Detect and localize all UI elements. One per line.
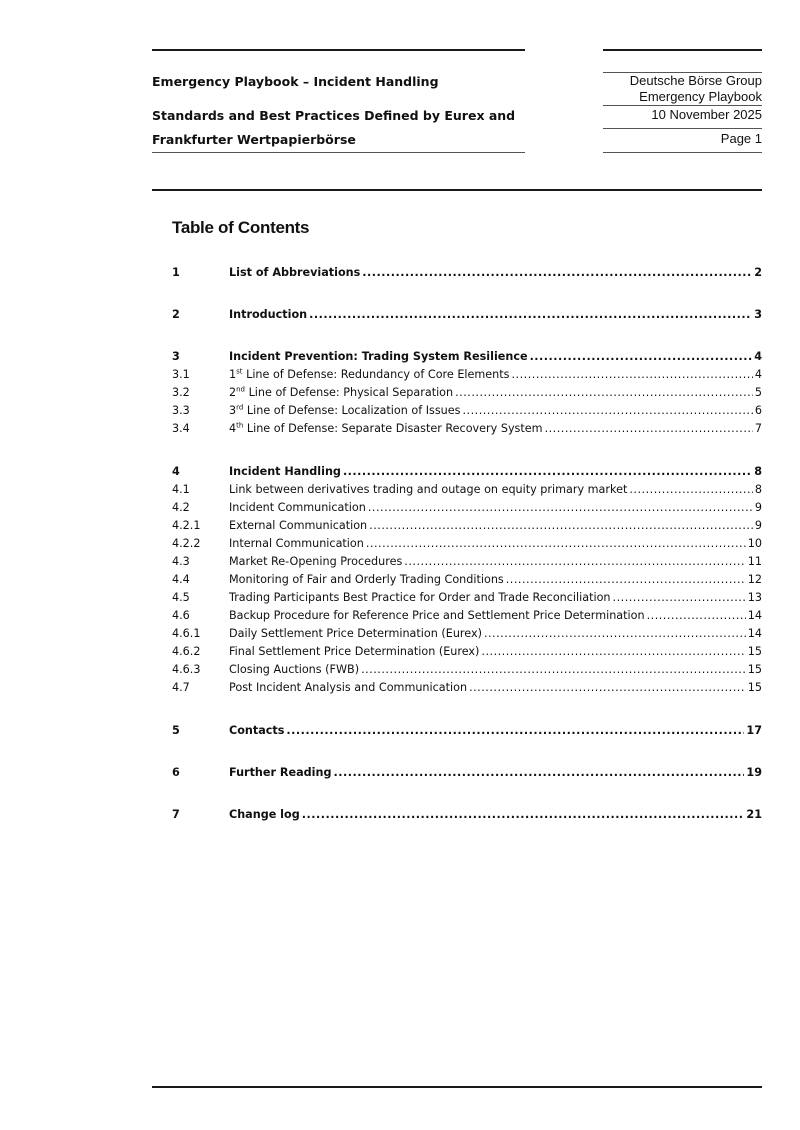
toc-entry-label: Daily Settlement Price Determination (Eurex) <box>229 627 482 640</box>
toc-dot-leader <box>404 555 745 568</box>
document-subtitle-line-2: Frankfurter Wertpapierbörse <box>152 132 356 147</box>
toc-entry-page: 17 <box>746 724 762 737</box>
toc-entry-page: 19 <box>746 766 762 779</box>
toc-entry-body <box>229 724 762 737</box>
toc-entry-body <box>229 573 762 586</box>
toc-entry-ordinal: 2 <box>229 386 237 399</box>
header-bottom-rule <box>152 189 762 191</box>
toc-dot-leader <box>333 766 744 779</box>
toc-entry-page: 5 <box>754 386 762 399</box>
toc-entry[interactable] <box>172 663 762 679</box>
toc-entry-body <box>229 465 762 478</box>
toc-entry-number: 3.2 <box>172 386 190 399</box>
toc-entry[interactable] <box>172 368 762 384</box>
toc-dot-leader <box>343 465 752 478</box>
toc-dot-leader <box>647 609 746 622</box>
page-number: Page 1 <box>720 131 762 146</box>
toc-entry-page: 10 <box>747 537 762 550</box>
toc-entry-label: Post Incident Analysis and Communication <box>229 681 468 694</box>
toc-entry-body <box>229 308 762 321</box>
toc-entry-page: 14 <box>747 609 762 622</box>
toc-entry-label: External Communication <box>229 519 368 532</box>
toc-entry-number: 3 <box>172 350 180 363</box>
company-name: Deutsche Börse Group <box>629 73 762 88</box>
toc-entry-body <box>229 645 762 658</box>
toc-entry-page: 12 <box>747 573 762 586</box>
toc-entry[interactable] <box>172 308 762 324</box>
toc-dot-leader <box>512 368 753 381</box>
toc-entry-label: Market Re-Opening Procedures <box>229 555 403 568</box>
toc-dot-leader <box>455 386 753 399</box>
toc-entry-label: Further Reading <box>229 766 332 779</box>
toc-entry-ordinal-suffix: nd <box>236 386 246 394</box>
toc-entry-ordinal-suffix: rd <box>236 404 244 412</box>
toc-entry-body <box>229 681 762 694</box>
toc-entry[interactable] <box>172 573 762 589</box>
toc-entry-label <box>229 368 510 381</box>
toc-entry-label: Backup Procedure for Reference Price and Settlement Price Determination <box>229 609 645 622</box>
toc-dot-leader <box>366 537 746 550</box>
toc-entry-label-text: Line of Defense: Redundancy of Core Elements <box>242 368 510 381</box>
toc-entry-label: Incident Handling <box>229 465 341 478</box>
header-right-line-4 <box>603 152 762 153</box>
toc-entry[interactable] <box>172 537 762 553</box>
toc-dot-leader <box>613 591 746 604</box>
toc-entry-number: 4.6.2 <box>172 645 201 658</box>
toc-entry-page: 15 <box>747 681 762 694</box>
toc-entry-number: 4.1 <box>172 483 190 496</box>
toc-entry-label <box>229 422 543 435</box>
toc-entry-label: Change log <box>229 808 300 821</box>
toc-entry-number: 4 <box>172 465 180 478</box>
toc-entry-body <box>229 537 762 550</box>
toc-entry-number: 4.7 <box>172 681 190 694</box>
toc-dot-leader <box>530 350 753 363</box>
toc-entry-page: 6 <box>754 404 762 417</box>
toc-dot-leader <box>484 627 746 640</box>
toc-entry-number: 4.3 <box>172 555 190 568</box>
toc-entry-body <box>229 266 762 279</box>
toc-entry-number: 4.6.3 <box>172 663 201 676</box>
toc-entry-label-text: Line of Defense: Separate Disaster Recovery System <box>243 422 543 435</box>
toc-entry[interactable] <box>172 627 762 643</box>
toc-dot-leader <box>286 724 744 737</box>
toc-entry-body <box>229 386 762 399</box>
toc-entry-body <box>229 591 762 604</box>
toc-entry-number: 6 <box>172 766 180 779</box>
toc-entry-body <box>229 808 762 821</box>
toc-entry-page: 11 <box>747 555 762 568</box>
toc-dot-leader <box>545 422 753 435</box>
header-left-underline <box>152 152 525 153</box>
toc-entry-number: 4.6.1 <box>172 627 201 640</box>
toc-entry-page: 4 <box>754 368 762 381</box>
toc-entry-ordinal: 3 <box>229 404 237 417</box>
toc-entry-ordinal: 4 <box>229 422 237 435</box>
toc-entry-ordinal-suffix: th <box>236 422 244 430</box>
toc-entry-body <box>229 663 762 676</box>
toc-dot-leader <box>462 404 752 417</box>
toc-entry[interactable] <box>172 501 762 517</box>
toc-entry[interactable] <box>172 386 762 402</box>
toc-entry[interactable] <box>172 483 762 499</box>
toc-dot-leader <box>362 266 752 279</box>
toc-entry-label <box>229 386 453 399</box>
toc-entry[interactable] <box>172 422 762 438</box>
toc-entry-label: Monitoring of Fair and Orderly Trading Conditions <box>229 573 504 586</box>
toc-entry-number: 4.6 <box>172 609 190 622</box>
toc-entry-label: Final Settlement Price Determination (Eurex) <box>229 645 480 658</box>
toc-dot-leader <box>361 663 746 676</box>
toc-entry-label: Incident Prevention: Trading System Resilience <box>229 350 528 363</box>
toc-entry-page: 14 <box>747 627 762 640</box>
toc-entry[interactable] <box>172 465 762 481</box>
toc-entry-body <box>229 350 762 363</box>
toc-entry[interactable] <box>172 724 762 740</box>
toc-entry-number: 2 <box>172 308 180 321</box>
toc-entry-body <box>229 483 762 496</box>
header-top-rule-right <box>603 49 762 51</box>
toc-entry-label: Contacts <box>229 724 285 737</box>
toc-entry[interactable] <box>172 404 762 420</box>
toc-entry-number: 4.2.1 <box>172 519 201 532</box>
toc-entry[interactable] <box>172 555 762 571</box>
toc-entry-ordinal: 1 <box>229 368 237 381</box>
toc-entry[interactable] <box>172 350 762 366</box>
toc-entry[interactable] <box>172 591 762 607</box>
document-subtitle-line-1: Standards and Best Practices Defined by Eurex and <box>152 108 516 123</box>
toc-entry-body <box>229 501 762 514</box>
toc-entry-number: 3.3 <box>172 404 190 417</box>
toc-entry-number: 5 <box>172 724 180 737</box>
toc-dot-leader <box>469 681 746 694</box>
toc-entry-page: 8 <box>754 465 762 478</box>
document-short-title: Emergency Playbook <box>639 89 762 104</box>
toc-entry-page: 21 <box>746 808 762 821</box>
toc-entry-label: Incident Communication <box>229 501 366 514</box>
toc-entry-page: 4 <box>754 350 762 363</box>
toc-entry-label: Internal Communication <box>229 537 364 550</box>
toc-entry-number: 7 <box>172 808 180 821</box>
toc-entry-label: Trading Participants Best Practice for Order and Trade Reconciliation <box>229 591 611 604</box>
toc-entry[interactable] <box>172 519 762 535</box>
toc-dot-leader <box>309 308 752 321</box>
toc-dot-leader <box>369 519 753 532</box>
toc-entry[interactable] <box>172 645 762 661</box>
toc-entry-ordinal-suffix: st <box>236 368 243 376</box>
toc-dot-leader <box>506 573 746 586</box>
toc-entry-body <box>229 627 762 640</box>
header-right-line-3 <box>603 128 762 129</box>
toc-entry-label: Link between derivatives trading and outage on equity primary market <box>229 483 628 496</box>
toc-entry-body <box>229 404 762 417</box>
toc-entry-page: 9 <box>754 501 762 514</box>
toc-entry-body <box>229 555 762 568</box>
toc-entry-number: 4.5 <box>172 591 190 604</box>
footer-rule <box>152 1086 762 1088</box>
toc-entry-body <box>229 519 762 532</box>
toc-entry-label: Closing Auctions (FWB) <box>229 663 360 676</box>
toc-entry-number: 4.2 <box>172 501 190 514</box>
toc-entry-number: 4.4 <box>172 573 190 586</box>
toc-entry-number: 3.1 <box>172 368 190 381</box>
toc-entry-page: 2 <box>754 266 762 279</box>
toc-entry-label: List of Abbreviations <box>229 266 361 279</box>
toc-dot-leader <box>302 808 745 821</box>
toc-entry-label-text: Line of Defense: Localization of Issues <box>243 404 461 417</box>
toc-dot-leader <box>629 483 753 496</box>
toc-entry-body <box>229 766 762 779</box>
toc-entry-number: 3.4 <box>172 422 190 435</box>
toc-entry[interactable] <box>172 609 762 625</box>
toc-entry-body <box>229 368 762 381</box>
toc-entry-label-text: Line of Defense: Physical Separation <box>245 386 454 399</box>
toc-entry-page: 3 <box>754 308 762 321</box>
toc-entry-page: 9 <box>754 519 762 532</box>
toc-entry-body <box>229 609 762 622</box>
toc-entry-page: 13 <box>747 591 762 604</box>
toc-entry-number: 4.2.2 <box>172 537 201 550</box>
toc-dot-leader <box>481 645 745 658</box>
toc-entry-label: Introduction <box>229 308 308 321</box>
toc-entry-body <box>229 422 762 435</box>
header-top-rule-left <box>152 49 525 51</box>
header-right-line-2 <box>603 105 762 106</box>
document-date: 10 November 2025 <box>651 107 762 122</box>
toc-dot-leader <box>368 501 753 514</box>
toc-title: Table of Contents <box>172 218 310 237</box>
toc-entry[interactable] <box>172 681 762 697</box>
toc-entry-number: 1 <box>172 266 180 279</box>
toc-entry-page: 8 <box>754 483 762 496</box>
toc-entry[interactable] <box>172 266 762 282</box>
toc-entry-label <box>229 404 460 417</box>
toc-entry[interactable] <box>172 766 762 782</box>
toc-entry-page: 15 <box>747 663 762 676</box>
toc-entry-page: 15 <box>747 645 762 658</box>
document-title: Emergency Playbook – Incident Handling <box>152 74 439 89</box>
toc-entry-page: 7 <box>754 422 762 435</box>
toc-entry[interactable] <box>172 808 762 824</box>
